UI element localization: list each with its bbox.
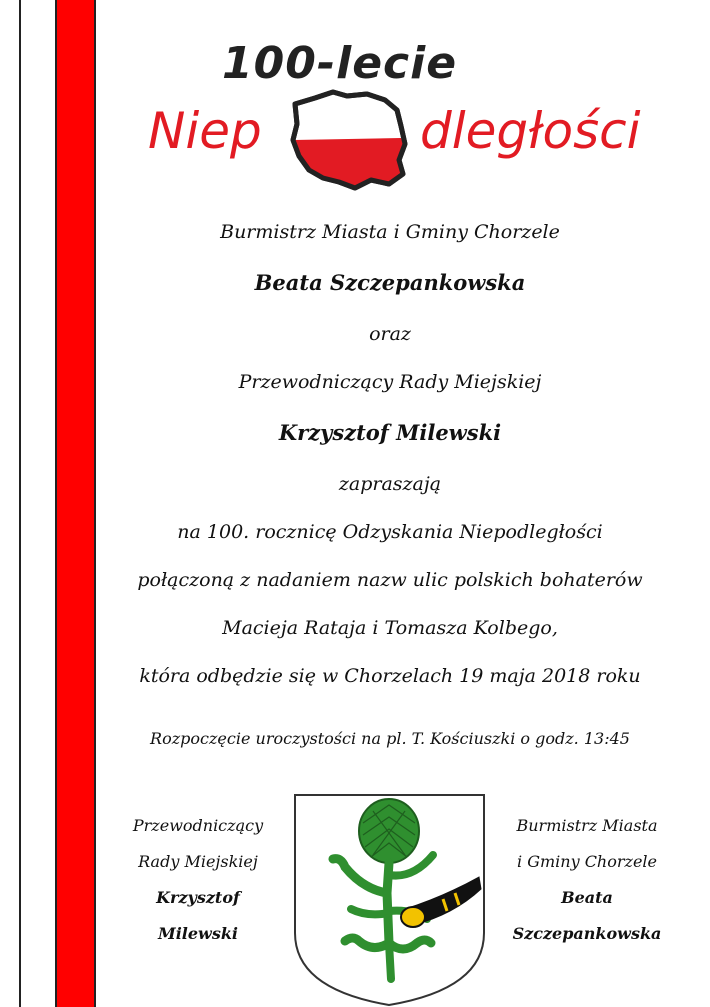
logo-word-part1: Niep	[148, 102, 262, 160]
conjunction-text: oraz	[369, 323, 411, 345]
sig-right-name2: Szczepankowska	[512, 924, 662, 943]
council-chair-title: Przewodniczący Rady Miejskiej	[238, 371, 542, 393]
sig-left-role2: Rady Miejskiej	[138, 852, 258, 871]
flag-red-stripe	[57, 0, 96, 1007]
mayor-title: Burmistrz Miasta i Gminy Chorzele	[220, 221, 560, 243]
logo-top-text: 100-lecie	[222, 38, 458, 89]
sig-right-name1: Beata	[561, 888, 613, 907]
heroes-line: Macieja Rataja i Tomasza Kolbego,	[222, 617, 558, 639]
date-place-line: która odbędzie się w Chorzelach 19 maja 2018 roku	[139, 665, 641, 687]
sig-right-role1: Burmistrz Miasta	[516, 816, 658, 835]
centenary-logo	[140, 28, 660, 198]
occasion-line: na 100. rocznicę Odzyskania Niepodległości	[177, 521, 603, 543]
sig-left-name2: Milewski	[158, 924, 238, 943]
invite-verb: zapraszają	[338, 473, 442, 495]
sig-left-role1: Przewodniczący	[132, 816, 264, 835]
council-chair-name: Krzysztof Milewski	[278, 420, 502, 445]
flag-white-stripe	[19, 0, 57, 1007]
sig-right-role2: i Gminy Chorzele	[516, 852, 657, 871]
signature-council-chair	[116, 808, 280, 952]
chorzele-coat-of-arms-icon	[293, 793, 486, 1007]
start-time-line: Rozpoczęcie uroczystości na pl. T. Kościuszki o godz. 13:45	[150, 729, 630, 748]
street-naming-line: połączoną z nadaniem nazw ulic polskich bohaterów	[137, 569, 643, 591]
sig-left-name1: Krzysztof	[156, 888, 240, 907]
signature-mayor	[497, 808, 677, 952]
mayor-name: Beata Szczepankowska	[254, 270, 526, 295]
logo-word-part2: dległości	[420, 102, 641, 160]
poland-map-icon	[285, 86, 415, 196]
